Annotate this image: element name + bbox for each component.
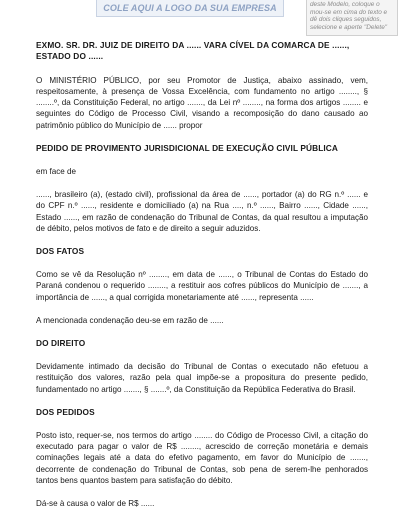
pedidos-paragraph: Posto isto, requer-se, nos termos do artigo ........ do Código de Processo Civil, a citação do executado para pagar o valor de R$ ........, acrescido de correção monetária e demais cominações legais até a data do efetivo pagamento, em favor do Município de ......., decorrente de condenação do Tribunal de Contas, sob pena de serem-lhe penhorados tantos bens quantos bastem para satisfação do débito. (36, 431, 368, 485)
section-title-fatos: DOS FATOS (36, 246, 85, 257)
qualification-paragraph: ......, brasileiro (a), (estado civil), profissional da área de ......, portador (a) do RG n.º ...... e do CPF n.º ......, residente e domiciliado (a) na Rua ...., n.º ......, Bairro ......, Cidade ......, Estado ......, em razão de condenação do Tribunal de Contas, da qual resultou a imputação de débito, pelos motivos de fato e de direito a seguir aduzidos. (36, 190, 368, 233)
page-header (0, 0, 400, 31)
fatos-paragraph-2: A mencionada condenação deu-se em razão de ...... (36, 315, 224, 325)
instruction-note: deste Modelo, coloque o mou-se em cima do texto e dê dois cliques seguidos, selecione e aperte "Delete" (306, 0, 398, 36)
main-title: PEDIDO DE PROVIMENTO JURISDICIONAL DE EXECUÇÃO CIVIL PÚBLICA (36, 142, 338, 153)
section-title-pedidos: DOS PEDIDOS (36, 406, 95, 417)
direito-paragraph: Devidamente intimado da decisão do Tribunal de Contas o executado não efetuou a restituição dos valores, razão pela qual impõe-se a propositura do presente pedido, fundamentado no artigo ......., § .......º, da Constituição da República Federativa do Brasil. (36, 362, 368, 394)
intro-paragraph: O MINISTÉRIO PÚBLICO, por seu Promotor de Justiça, abaixo assinado, vem, respeitosamente, à presença de Vossa Excelência, com fundamento no artigo ........, § ........º, da Constituição Federal, no artigo ......., da Lei nº ........, na forma dos artigos ........ e seguintes do Código de Processo Civil, visando a recomposição do dano causado ao patrimônio público do Município de ...... propor (36, 75, 368, 130)
document-body (36, 40, 368, 509)
logo-placeholder: COLE AQUI A LOGO DA SUA EMPRESA (96, 0, 284, 17)
addressee: EXMO. SR. DR. JUIZ DE DIREITO DA ...... VARA CÍVEL DA COMARCA DE ......, ESTADO DO ...... (36, 40, 350, 62)
section-title-direito: DO DIREITO (36, 338, 86, 349)
fatos-paragraph-1: Como se vê da Resolução nº ........, em data de ......, o Tribunal de Contas do Estado do Paraná condenou o requerido ........, a restituir aos cofres públicos do Município de ......., a importância de ......, a qual corrigida monetariamente até ......, representa ...... (36, 270, 368, 302)
em-face: em face de (36, 167, 77, 177)
causa-value: Dá-se à causa o valor de R$ ...... (36, 499, 155, 509)
